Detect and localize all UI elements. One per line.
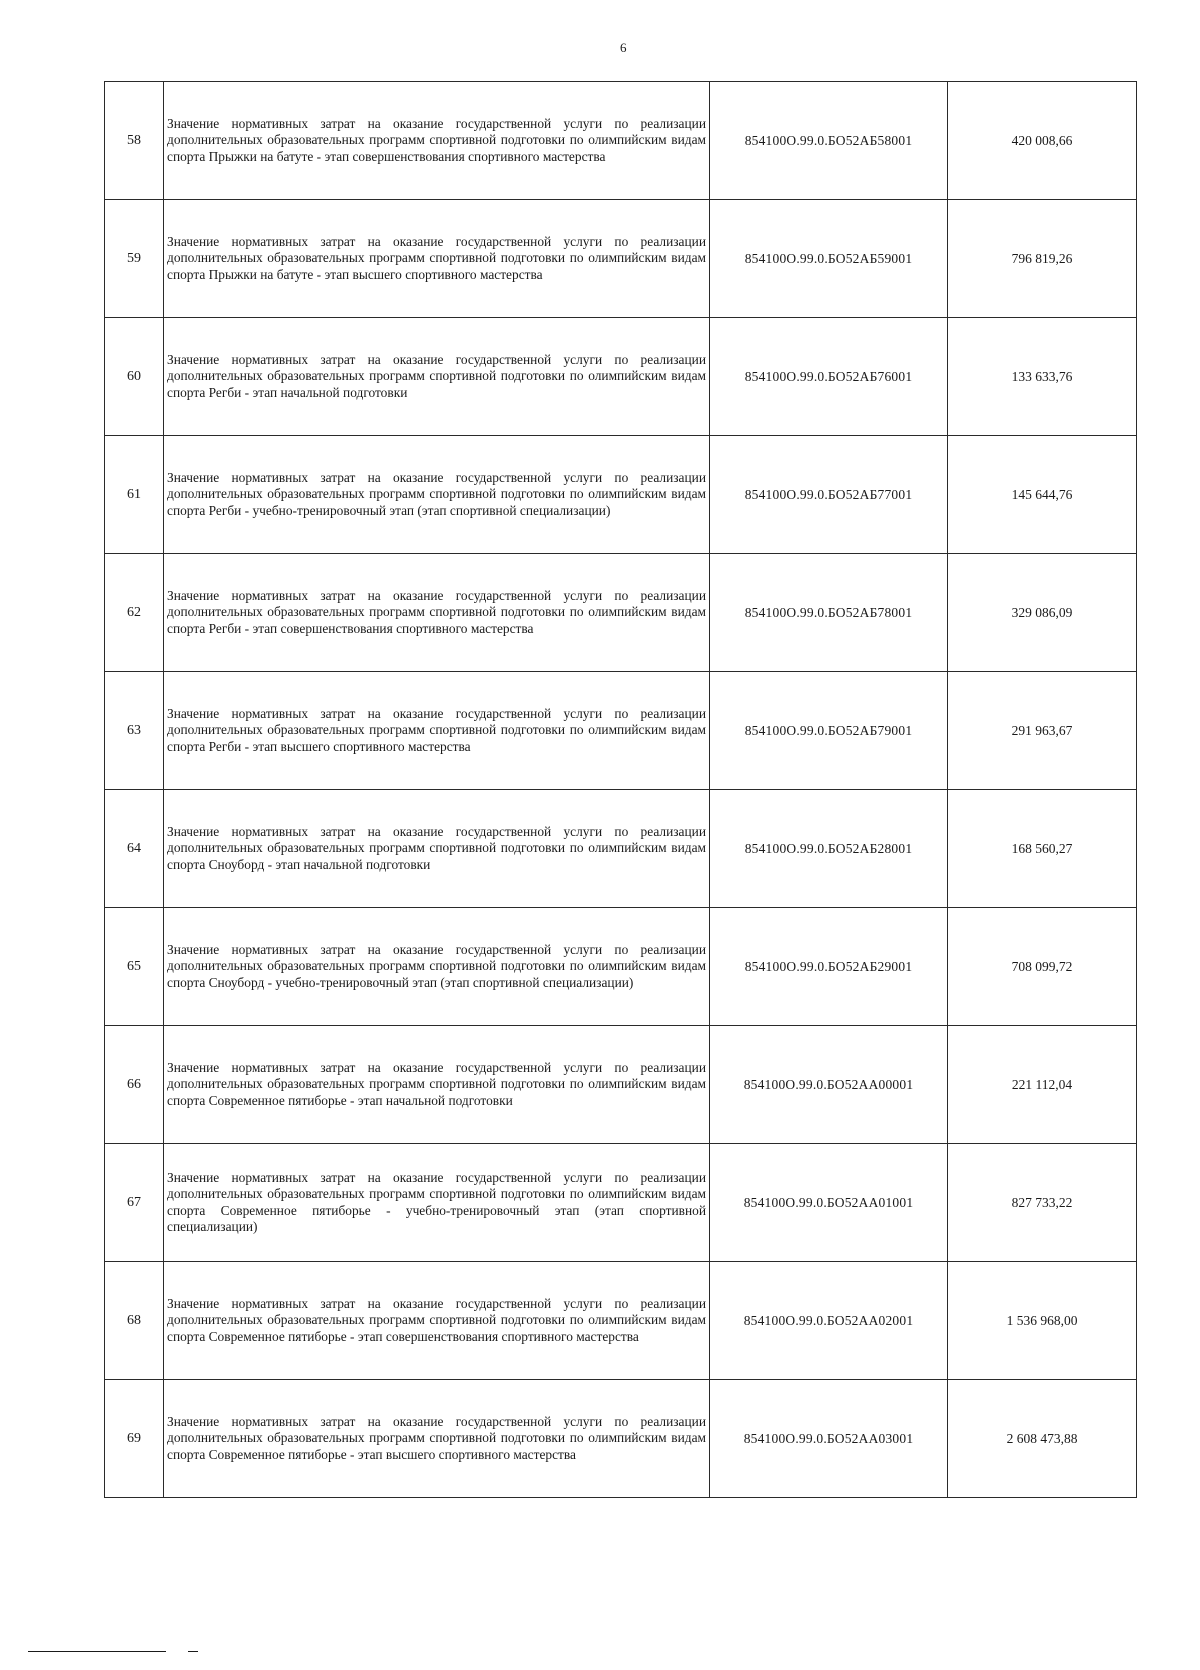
- row-value: 145 644,76: [948, 436, 1137, 554]
- row-description: Значение нормативных затрат на оказание государственной услуги по реализации дополнительных образовательных программ спортивной подготовки по олимпийским видам спорта Сноуборд - учебно-тренировочный этап (этап спортивной специализации): [164, 908, 710, 1026]
- row-number: 69: [105, 1380, 164, 1498]
- table-row: [105, 318, 1137, 436]
- row-description: Значение нормативных затрат на оказание государственной услуги по реализации дополнительных образовательных программ спортивной подготовки по олимпийским видам спорта Прыжки на батуте - этап высшего спортивного мастерства: [164, 200, 710, 318]
- row-code: 854100О.99.0.БО52АА03001: [710, 1380, 948, 1498]
- footnote-separator: [28, 1651, 166, 1652]
- footnote-dash: [188, 1651, 198, 1652]
- row-number: 61: [105, 436, 164, 554]
- row-value: 708 099,72: [948, 908, 1137, 1026]
- table-row: [105, 1144, 1137, 1262]
- row-code: 854100О.99.0.БО52АБ78001: [710, 554, 948, 672]
- row-value: 221 112,04: [948, 1026, 1137, 1144]
- row-number: 63: [105, 672, 164, 790]
- table-row: [105, 1380, 1137, 1498]
- row-description: Значение нормативных затрат на оказание государственной услуги по реализации дополнительных образовательных программ спортивной подготовки по олимпийским видам спорта Современное пятиборье - этап начальной подготовки: [164, 1026, 710, 1144]
- row-description: Значение нормативных затрат на оказание государственной услуги по реализации дополнительных образовательных программ спортивной подготовки по олимпийским видам спорта Современное пятиборье - этап высшего спортивного мастерства: [164, 1380, 710, 1498]
- table-row: [105, 908, 1137, 1026]
- row-code: 854100О.99.0.БО52АБ77001: [710, 436, 948, 554]
- row-code: 854100О.99.0.БО52АБ76001: [710, 318, 948, 436]
- row-code: 854100О.99.0.БО52АА02001: [710, 1262, 948, 1380]
- page-number: 6: [620, 40, 627, 55]
- row-number: 60: [105, 318, 164, 436]
- row-code: 854100О.99.0.БО52АА01001: [710, 1144, 948, 1262]
- row-description: Значение нормативных затрат на оказание государственной услуги по реализации дополнительных образовательных программ спортивной подготовки по олимпийским видам спорта Современное пятиборье - учебно-тренировочный этап (этап спортивной специализации): [164, 1144, 710, 1262]
- row-number: 64: [105, 790, 164, 908]
- table-row: [105, 672, 1137, 790]
- table-row: [105, 200, 1137, 318]
- row-description: Значение нормативных затрат на оказание государственной услуги по реализации дополнительных образовательных программ спортивной подготовки по олимпийским видам спорта Регби - этап начальной подготовки: [164, 318, 710, 436]
- row-value: 291 963,67: [948, 672, 1137, 790]
- row-number: 58: [105, 82, 164, 200]
- row-description: Значение нормативных затрат на оказание государственной услуги по реализации дополнительных образовательных программ спортивной подготовки по олимпийским видам спорта Регби - этап совершенствования спортивного мастерства: [164, 554, 710, 672]
- row-value: 2 608 473,88: [948, 1380, 1137, 1498]
- row-code: 854100О.99.0.БО52АБ59001: [710, 200, 948, 318]
- row-value: 1 536 968,00: [948, 1262, 1137, 1380]
- row-description: Значение нормативных затрат на оказание государственной услуги по реализации дополнительных образовательных программ спортивной подготовки по олимпийским видам спорта Сноуборд - этап начальной подготовки: [164, 790, 710, 908]
- table-row: [105, 1262, 1137, 1380]
- row-code: 854100О.99.0.БО52АБ79001: [710, 672, 948, 790]
- row-number: 59: [105, 200, 164, 318]
- row-value: 133 633,76: [948, 318, 1137, 436]
- row-value: 420 008,66: [948, 82, 1137, 200]
- row-description: Значение нормативных затрат на оказание государственной услуги по реализации дополнительных образовательных программ спортивной подготовки по олимпийским видам спорта Регби - этап высшего спортивного мастерства: [164, 672, 710, 790]
- row-value: 329 086,09: [948, 554, 1137, 672]
- row-description: Значение нормативных затрат на оказание государственной услуги по реализации дополнительных образовательных программ спортивной подготовки по олимпийским видам спорта Современное пятиборье - этап совершенствования спортивного мастерства: [164, 1262, 710, 1380]
- row-number: 65: [105, 908, 164, 1026]
- row-number: 68: [105, 1262, 164, 1380]
- row-code: 854100О.99.0.БО52АБ29001: [710, 908, 948, 1026]
- row-number: 67: [105, 1144, 164, 1262]
- row-code: 854100О.99.0.БО52АА00001: [710, 1026, 948, 1144]
- row-description: Значение нормативных затрат на оказание государственной услуги по реализации дополнительных образовательных программ спортивной подготовки по олимпийским видам спорта Прыжки на батуте - этап совершенствования спортивного мастерства: [164, 82, 710, 200]
- row-number: 66: [105, 1026, 164, 1144]
- table-row: [105, 1026, 1137, 1144]
- table-row: [105, 436, 1137, 554]
- row-value: 796 819,26: [948, 200, 1137, 318]
- row-code: 854100О.99.0.БО52АБ28001: [710, 790, 948, 908]
- row-value: 827 733,22: [948, 1144, 1137, 1262]
- table-row: [105, 790, 1137, 908]
- table-row: [105, 554, 1137, 672]
- row-description: Значение нормативных затрат на оказание государственной услуги по реализации дополнительных образовательных программ спортивной подготовки по олимпийским видам спорта Регби - учебно-тренировочный этап (этап спортивной специализации): [164, 436, 710, 554]
- table-row: [105, 82, 1137, 200]
- row-value: 168 560,27: [948, 790, 1137, 908]
- row-number: 62: [105, 554, 164, 672]
- cost-table: [104, 81, 1137, 1498]
- row-code: 854100О.99.0.БО52АБ58001: [710, 82, 948, 200]
